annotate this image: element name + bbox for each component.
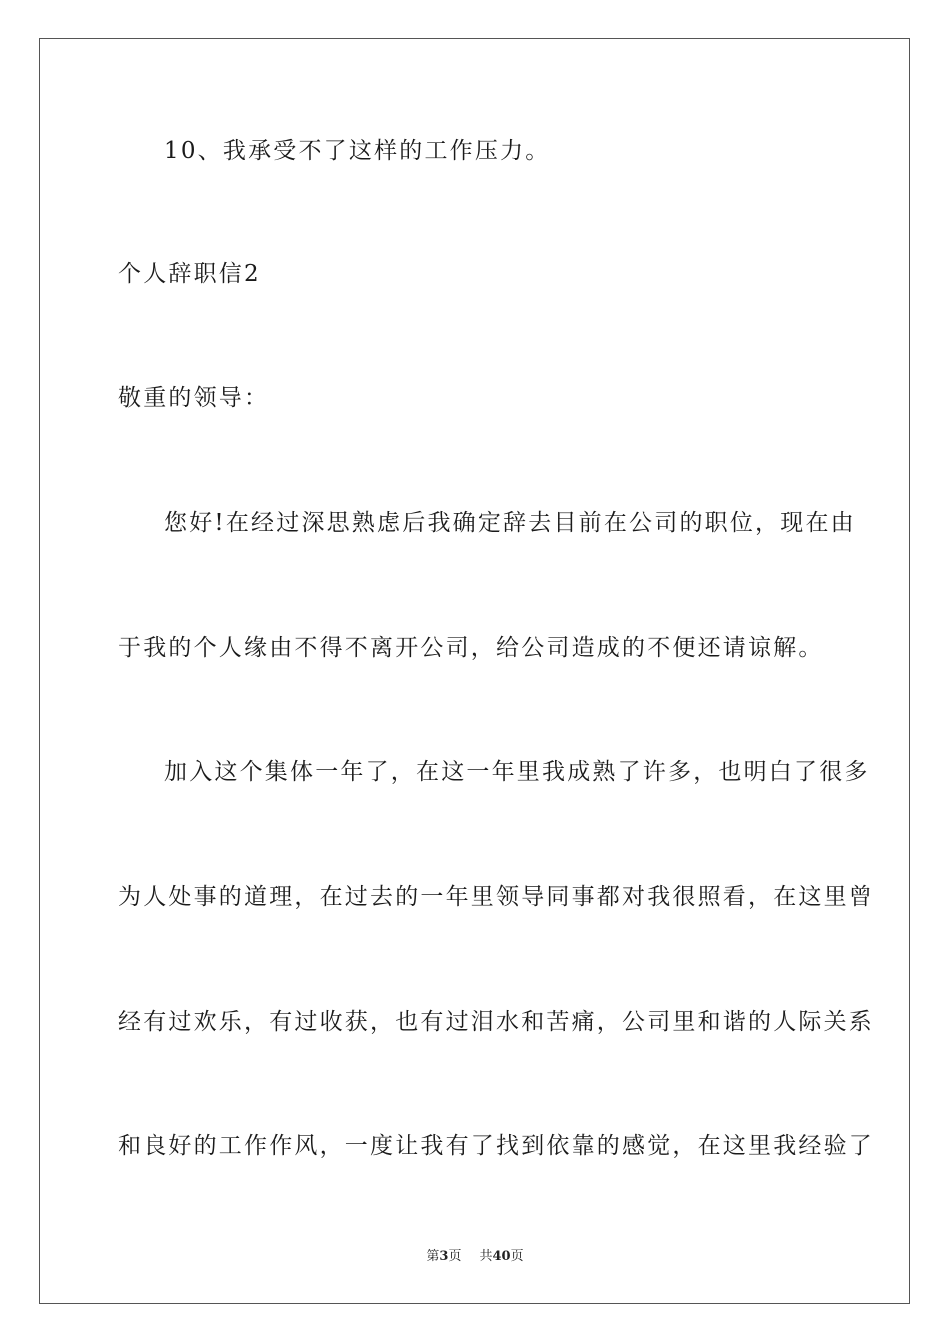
paragraph-line: 和良好的工作作风，一度让我有了找到依靠的感觉，在这里我经验了 bbox=[118, 1133, 874, 1159]
paragraph-line: 于我的个人缘由不得不离开公司，给公司造成的不便还请谅解。 bbox=[118, 635, 824, 661]
paragraph-line: 加入这个集体一年了，在这一年里我成熟了许多，也明白了很多 bbox=[164, 759, 870, 785]
page-footer bbox=[0, 1248, 950, 1266]
section-title: 个人辞职信2 bbox=[118, 261, 261, 287]
total-suffix: 页 bbox=[510, 1249, 524, 1264]
paragraph-line: 10、我承受不了这样的工作压力。 bbox=[164, 138, 551, 164]
paragraph-line: 为人处事的道理，在过去的一年里领导同事都对我很照看，在这里曾 bbox=[118, 884, 874, 910]
salutation: 敬重的领导： bbox=[118, 385, 270, 411]
page-number: 3 bbox=[439, 1249, 449, 1264]
paragraph-line: 您好!在经过深思熟虑后我确定辞去目前在公司的职位，现在由 bbox=[164, 510, 856, 536]
page-suffix: 页 bbox=[448, 1249, 462, 1264]
paragraph-line: 经有过欢乐，有过收获，也有过泪水和苦痛，公司里和谐的人际关系 bbox=[118, 1009, 874, 1035]
total-prefix: 共 bbox=[479, 1249, 493, 1264]
total-pages: 40 bbox=[492, 1249, 511, 1264]
page-border bbox=[39, 38, 910, 1304]
page-prefix: 第 bbox=[426, 1249, 440, 1264]
